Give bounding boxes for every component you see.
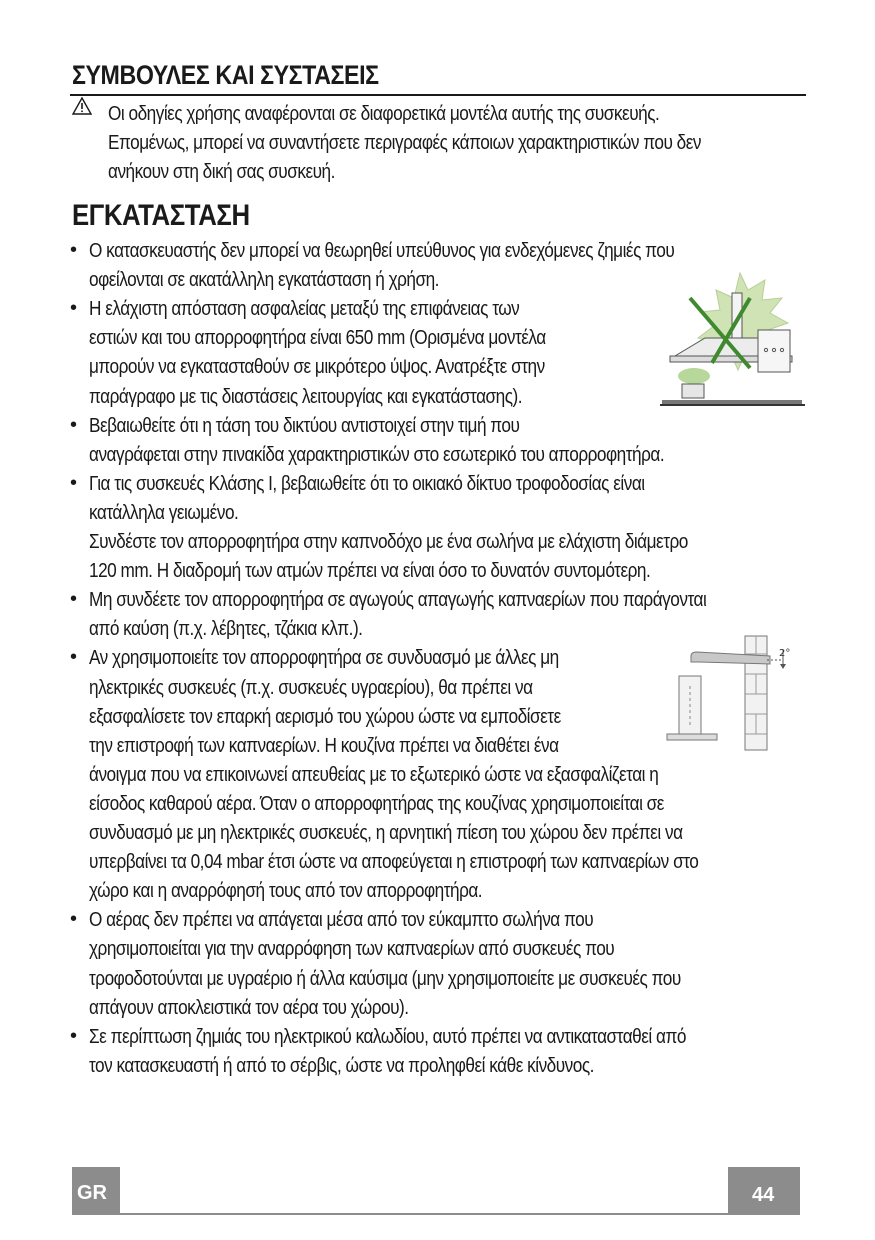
body-line: Συνδέστε τον απορροφητήρα στην καπνοδόχο με ένα σωλήνα με ελάχιστη διάμετρο (89, 530, 688, 553)
body-line: Βεβαιωθείτε ότι η τάση του δικτύου αντιστοιχεί στην τιμή που (89, 414, 520, 437)
bullet-marker: • (70, 472, 78, 494)
body-line: Σε περίπτωση ζημιάς του ηλεκτρικού καλωδίου, αυτό πρέπει να αντικατασταθεί από (89, 1025, 686, 1048)
note-line: Οι οδηγίες χρήσης αναφέρονται σε διαφορετικά μοντέλα αυτής της συσκευής. (108, 102, 660, 125)
body-line: Ο αέρας δεν πρέπει να απάγεται μέσα από τον εύκαμπτο σωλήνα που (89, 908, 594, 931)
body-line: την επιστροφή των καπναερίων. Η κουζίνα πρέπει να διαθέτει ένα (89, 734, 559, 757)
bullet-marker: • (70, 908, 78, 930)
bullet-marker: • (70, 239, 78, 261)
bullet-marker: • (70, 588, 78, 610)
body-line: ηλεκτρικές συσκευές (π.χ. συσκευές υγραερίου), θα πρέπει να (89, 676, 533, 699)
body-line: εξασφαλίσετε τον επαρκή αερισμό του χώρου ώστε να εμποδίσετε (89, 705, 561, 728)
body-line: Ο κατασκευαστής δεν μπορεί να θεωρηθεί υπεύθυνος για ενδεχόμενες ζημιές που (89, 239, 675, 262)
body-line: είσοδος καθαρού αέρα. Όταν ο απορροφητήρας της κουζίνας χρησιμοποιείται σε (89, 792, 664, 815)
footer-rule (120, 1213, 728, 1215)
duct-angle-figure (665, 634, 805, 752)
body-line: συνδυασμό με μη ηλεκτρικές συσκευές, η αρνητική πίεση του χώρου δεν πρέπει να (89, 821, 683, 844)
section-heading-installation: ΕΓΚΑΤΑΣΤΑΣΗ (72, 199, 250, 232)
hood-clearance-figure (650, 268, 810, 413)
body-line: παράγραφο με τις διαστάσεις λειτουργίας και εγκατάστασης). (89, 385, 523, 408)
bullet-marker: • (70, 414, 78, 436)
body-line: Για τις συσκευές Κλάσης I, βεβαιωθείτε ότι το οικιακό δίκτυο τροφοδοσίας είναι (89, 472, 645, 495)
body-line: τροφοδοτούνται με υγραέριο ή άλλα καύσιμα (μην χρησιμοποιείτε με συσκευές που (89, 967, 681, 990)
body-line: οφείλονται σε ακατάλληλη εγκατάσταση ή χρήση. (89, 268, 439, 291)
body-line: χρησιμοποιείται για την αναρρόφηση των καπναερίων από συσκευές που (89, 937, 615, 960)
body-line: κατάλληλα γειωμένο. (89, 501, 239, 524)
bullet-marker: • (70, 646, 78, 668)
heading-rule (70, 94, 806, 96)
warning-icon (72, 97, 92, 115)
body-line: αναγράφεται στην πινακίδα χαρακτηριστικών στο εσωτερικό του απορροφητήρα. (89, 443, 665, 466)
body-line: 120 mm. Η διαδρομή των ατμών πρέπει να είναι όσο το δυνατόν συντομότερη. (89, 559, 651, 582)
body-line: απάγουν αποκλειστικά τον αέρα του χώρου). (89, 996, 409, 1019)
note-line: ανήκουν στη δική σας συσκευή. (108, 160, 335, 183)
body-line: άνοιγμα που να επικοινωνεί απευθείας με το εξωτερικό ώστε να εξασφαλίζεται η (89, 763, 659, 786)
note-line: Επομένως, μπορεί να συναντήσετε περιγραφές κάποιων χαρακτηριστικών που δεν (108, 131, 702, 154)
body-line: υπερβαίνει τα 0,04 mbar έτσι ώστε να αποφεύγεται η επιστροφή των καπναερίων στο (89, 850, 699, 873)
angle-label: 2° (779, 648, 791, 659)
bullet-marker: • (70, 1025, 78, 1047)
body-line: χώρο και η αναρρόφησή τους από τον απορροφητήρα. (89, 879, 483, 902)
body-line: τον κατασκευαστή ή από το σέρβις, ώστε να προληφθεί κάθε κίνδυνος. (89, 1054, 594, 1077)
footer-lang: GR (77, 1182, 107, 1204)
body-line: Μη συνδέετε τον απορροφητήρα σε αγωγούς απαγωγής καπναερίων που παράγονται (89, 588, 707, 611)
section-heading-tips: ΣΥΜΒΟΥΛΕΣ ΚΑΙ ΣΥΣΤΑΣΕΙΣ (72, 60, 379, 90)
body-line: εστιών και του απορροφητήρα είναι 650 mm (Ορισμένα μοντέλα (89, 326, 546, 349)
body-line: Η ελάχιστη απόσταση ασφαλείας μεταξύ της επιφάνειας των (89, 297, 520, 320)
body-line: μπορούν να εγκατασταθούν σε μικρότερο ύψος. Ανατρέξτε στην (89, 355, 545, 378)
body-line: Αν χρησιμοποιείτε τον απορροφητήρα σε συνδυασμό με άλλες μη (89, 646, 559, 669)
page-number: 44 (752, 1184, 775, 1206)
bullet-marker: • (70, 297, 78, 319)
body-line: από καύση (π.χ. λέβητες, τζάκια κλπ.). (89, 617, 363, 640)
